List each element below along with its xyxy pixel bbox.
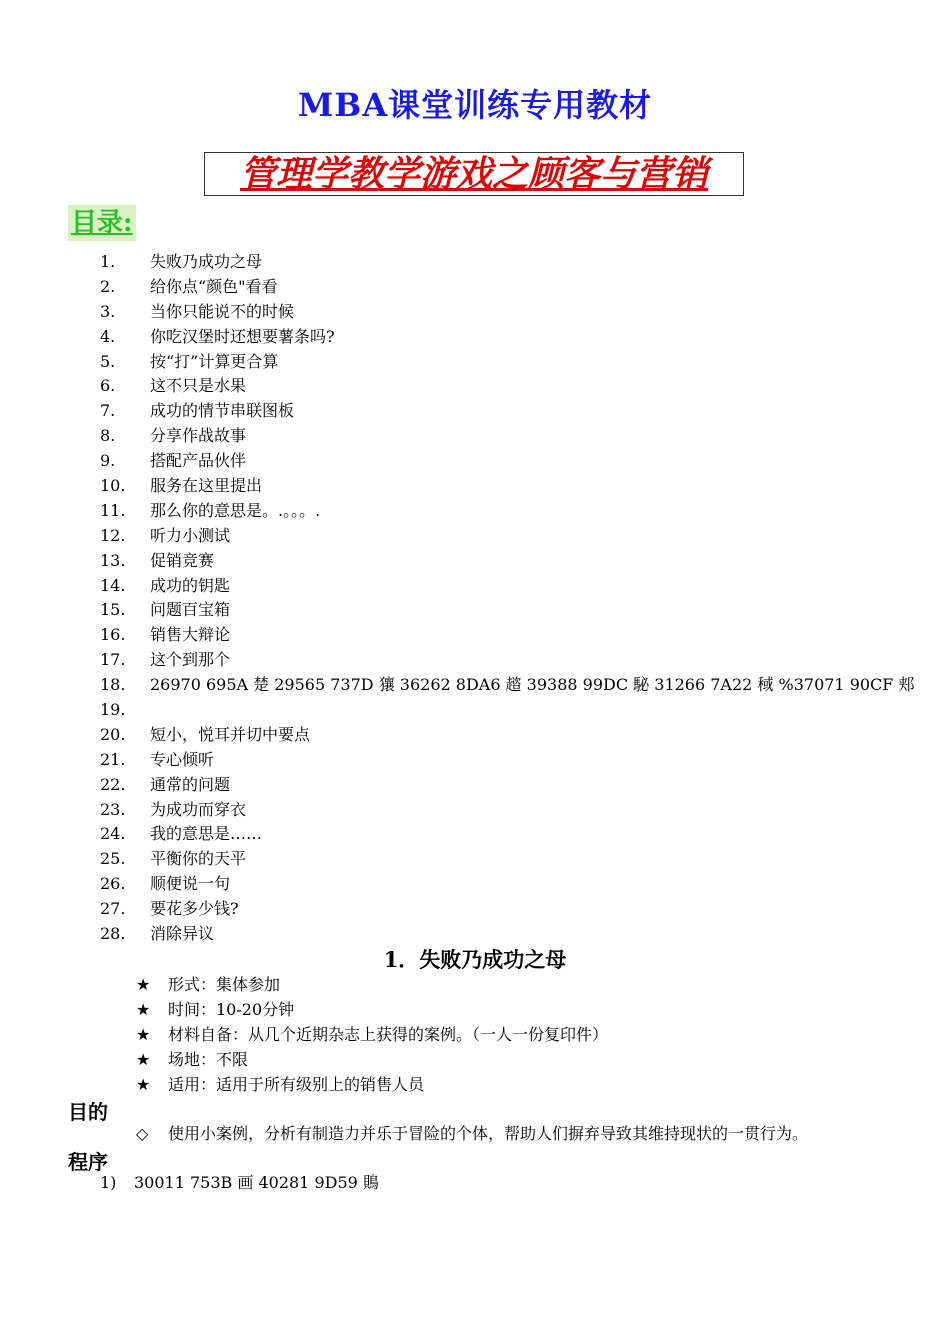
star-bullet-icon: ★ (136, 975, 151, 994)
toc-item (0, 449, 950, 474)
toc-item-label: 顺便说一句 (150, 874, 231, 894)
toc-item-number: 8. (100, 426, 116, 446)
toc-item-number: 18. (100, 675, 126, 695)
toc-item (0, 549, 950, 574)
toc-item (0, 773, 950, 798)
toc-item (0, 350, 950, 375)
info-item-text: 形式：集体参加 (168, 975, 281, 994)
toc-item (0, 499, 950, 524)
toc-item (0, 822, 950, 847)
toc-item (0, 574, 950, 599)
toc-item-number: 16. (100, 625, 126, 645)
document-subtitle: 管理学教学游戏之顾客与营销 (239, 153, 708, 195)
star-bullet-icon: ★ (136, 1000, 151, 1019)
toc-item-number: 28. (100, 924, 126, 944)
toc-item-label: 销售大辩论 (150, 625, 231, 645)
toc-item-label: 为成功而穿衣 (150, 799, 247, 819)
toc-item (0, 300, 950, 325)
toc-item-number: 13. (100, 550, 126, 570)
toc-item-number: 17. (100, 650, 126, 670)
toc-item (0, 798, 950, 823)
toc-item (0, 872, 950, 897)
toc-item-label: 促销竞赛 (150, 550, 215, 570)
toc-item-label: 专心倾听 (150, 749, 215, 769)
toc-item (0, 275, 950, 300)
star-bullet-icon: ★ (136, 1025, 151, 1044)
toc-item-label: 失败乃成功之母 (150, 252, 263, 271)
toc-item-number: 15. (100, 600, 126, 620)
toc-item-label: 这不只是水果 (150, 376, 247, 396)
toc-item-number: 5. (100, 351, 116, 371)
toc-item-number: 19. (100, 700, 126, 720)
toc-item (0, 524, 950, 549)
info-item (0, 1072, 950, 1097)
purpose-label: 目的 (68, 1100, 108, 1124)
toc-item (0, 598, 950, 623)
toc-item (0, 648, 950, 673)
info-item-text: 时间：10-20分钟 (168, 1000, 295, 1019)
toc-item-number: 9. (100, 451, 116, 471)
toc-item-label: 那么你的意思是。.。。。. (150, 500, 321, 520)
toc-heading: 目录: (68, 205, 136, 241)
toc-item-number: 26. (100, 874, 126, 894)
step-text: 30011 753B 画 40281 9D59 鵙 (134, 1173, 379, 1192)
toc-item-label: 我的意思是…… (150, 824, 263, 844)
toc-item-label: 这个到那个 (150, 650, 231, 670)
toc-item (0, 847, 950, 872)
toc-item-label: 服务在这里提出 (150, 476, 263, 496)
toc-item-number: 14. (100, 575, 126, 595)
toc-item-number: 7. (100, 401, 116, 421)
toc-item-label: 短小，悦耳并切中要点 (150, 724, 311, 744)
toc-item-label: 给你点“颜色"看看 (150, 276, 278, 296)
toc-item-number: 6. (100, 376, 116, 396)
toc-item (0, 673, 950, 698)
toc-item-number: 27. (100, 899, 126, 919)
procedure-label: 程序 (68, 1150, 108, 1174)
toc-item-label: 要花多少钱? (150, 899, 239, 919)
toc-item-label: 当你只能说不的时候 (150, 301, 295, 321)
toc-item (0, 325, 950, 350)
toc-item (0, 748, 950, 773)
toc-item (0, 474, 950, 499)
toc-item-number: 12. (100, 525, 126, 545)
info-item (0, 1047, 950, 1072)
toc-item-label: 26970 695A 楚 29565 737D 獽 36262 8DA6 趦 39388 99DC 駜 31266 7A22 稢 %37071 90CF 郏 (150, 675, 915, 695)
toc-item (0, 897, 950, 922)
section-info-list (0, 972, 950, 1097)
info-item-text: 场地：不限 (168, 1050, 249, 1069)
toc-item-number: 21. (100, 749, 126, 769)
info-item-text: 材料自备：从几个近期杂志上获得的案例。（一人一份复印件） (168, 1025, 609, 1044)
step-number: 1) (100, 1173, 117, 1192)
star-bullet-icon: ★ (136, 1050, 151, 1069)
info-item (0, 997, 950, 1022)
toc-item-number: 25. (100, 849, 126, 869)
toc-item-number: 1. (100, 252, 116, 271)
toc-item (0, 424, 950, 449)
info-item-text: 适用：适用于所有级别上的销售人员 (168, 1075, 425, 1094)
star-bullet-icon: ★ (136, 1075, 151, 1094)
toc-item-number: 3. (100, 301, 116, 321)
toc-item-label: 消除异议 (150, 924, 215, 944)
table-of-contents (0, 250, 950, 947)
purpose-text: 使用小案例，分析有制造力并乐于冒险的个体，帮助人们摒弃导致其维持现状的一贯行为。 (168, 1124, 809, 1143)
toc-item-number: 10. (100, 476, 126, 496)
toc-item-number: 24. (100, 824, 126, 844)
toc-item (0, 698, 950, 723)
diamond-bullet-icon: ◇ (136, 1124, 149, 1143)
section-title: 1．失败乃成功之母 (383, 947, 567, 972)
toc-item-label: 按“打”计算更合算 (150, 351, 279, 371)
toc-item (0, 399, 950, 424)
toc-item (0, 374, 950, 399)
document-title: MBA课堂训练专用教材 (297, 86, 653, 124)
toc-item (0, 623, 950, 648)
toc-item-label: 成功的钥匙 (150, 575, 231, 595)
toc-item-label: 你吃汉堡时还想要薯条吗? (150, 326, 335, 346)
toc-item-number: 20. (100, 724, 126, 744)
toc-item (0, 250, 950, 275)
toc-item-number: 11. (100, 500, 126, 520)
info-item (0, 1022, 950, 1047)
toc-item-number: 22. (100, 774, 126, 794)
toc-item-number: 2. (100, 276, 116, 296)
toc-item-label: 成功的情节串联图板 (150, 401, 295, 421)
toc-item-label: 听力小测试 (150, 525, 231, 545)
toc-item-label: 平衡你的天平 (150, 849, 247, 869)
toc-item-label: 通常的问题 (150, 774, 231, 794)
info-item (0, 972, 950, 997)
toc-item-label: 搭配产品伙伴 (150, 451, 247, 471)
toc-item-label: 问题百宝箱 (150, 600, 231, 620)
toc-item-label: 分享作战故事 (150, 426, 247, 446)
toc-item (0, 723, 950, 748)
toc-item-number: 23. (100, 799, 126, 819)
toc-item-number: 4. (100, 326, 116, 346)
